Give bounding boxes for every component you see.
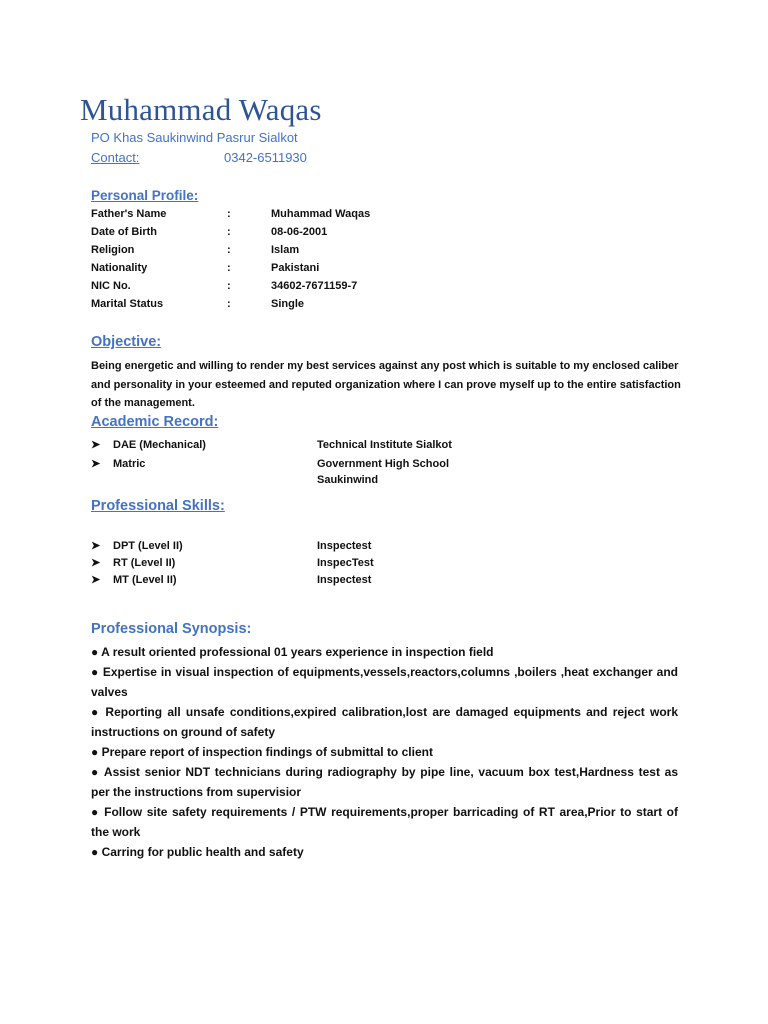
profile-row bbox=[91, 241, 471, 259]
list-item bbox=[91, 538, 477, 554]
profile-row bbox=[91, 205, 471, 223]
skill-name: MT (Level II) bbox=[113, 574, 177, 586]
arrow-bullet-icon: ➤ bbox=[91, 458, 101, 470]
profile-label: Nationality bbox=[91, 262, 148, 274]
profile-colon: : bbox=[227, 208, 231, 220]
list-item: ● Prepare report of inspection findings of submittal to client bbox=[91, 745, 433, 759]
profile-value: Islam bbox=[271, 244, 300, 256]
contact-phone: 0342-6511930 bbox=[224, 150, 307, 165]
profile-row bbox=[91, 295, 471, 313]
list-item: ● Follow site safety requirements / PTW requirements,proper barricading of RT area,Prior to start of the work bbox=[91, 805, 678, 839]
list-item bbox=[91, 572, 477, 588]
list-item: ● Expertise in visual inspection of equipments,vessels,reactors,columns ,boilers ,heat exchanger and valves bbox=[91, 665, 678, 699]
profile-value: Pakistani bbox=[271, 262, 320, 274]
profile-colon: : bbox=[227, 298, 231, 310]
arrow-bullet-icon: ➤ bbox=[91, 540, 101, 552]
skill-name: RT (Level II) bbox=[113, 557, 176, 569]
arrow-bullet-icon: ➤ bbox=[91, 439, 101, 451]
profile-label: Father's Name bbox=[91, 208, 167, 220]
professional-skills-heading: Professional Skills: bbox=[91, 498, 225, 514]
profile-label: Religion bbox=[91, 244, 135, 256]
objective-text: Being energetic and willing to render my best services against any post which is suitable to my enclosed caliber and personality in your esteemed and reputed organization where I can prove myself up to the entire satisfaction of the management. bbox=[91, 360, 681, 409]
profile-label: NIC No. bbox=[91, 280, 131, 292]
profile-colon: : bbox=[227, 262, 231, 274]
profile-value: Muhammad Waqas bbox=[271, 208, 371, 220]
contact-label: Contact: bbox=[91, 150, 140, 165]
objective-heading: Objective: bbox=[91, 334, 162, 350]
arrow-bullet-icon: ➤ bbox=[91, 574, 101, 586]
profile-label: Date of Birth bbox=[91, 226, 157, 238]
profile-colon: : bbox=[227, 244, 231, 256]
candidate-address: PO Khas Saukinwind Pasrur Sialkot bbox=[91, 130, 298, 145]
contact-row bbox=[91, 150, 307, 165]
academic-degree: DAE (Mechanical) bbox=[113, 439, 206, 451]
list-item bbox=[91, 437, 477, 453]
list-item: ● Carring for public health and safety bbox=[91, 845, 304, 859]
academic-institute: Technical Institute Sialkot bbox=[317, 439, 452, 451]
profile-row bbox=[91, 223, 471, 241]
personal-profile-heading: Personal Profile: bbox=[91, 188, 199, 203]
personal-profile-table bbox=[91, 205, 471, 313]
list-item: ● Reporting all unsafe conditions,expired calibration,lost are damaged equipments and reject work instructions on ground of safety bbox=[91, 705, 678, 739]
skill-provider: Inspectest bbox=[317, 540, 372, 552]
profile-value: Single bbox=[271, 298, 305, 310]
skill-name: DPT (Level II) bbox=[113, 540, 183, 552]
profile-value: 34602-7671159-7 bbox=[271, 280, 358, 292]
professional-synopsis-heading: Professional Synopsis: bbox=[91, 621, 252, 637]
skill-provider: InspecTest bbox=[317, 557, 374, 569]
professional-skills-list bbox=[91, 538, 477, 589]
professional-synopsis-list bbox=[91, 642, 678, 862]
profile-label: Marital Status bbox=[91, 298, 164, 310]
profile-colon: : bbox=[227, 226, 231, 238]
list-item bbox=[91, 555, 477, 571]
candidate-name: Muhammad Waqas bbox=[80, 92, 322, 127]
list-item: ● A result oriented professional 01 years experience in inspection field bbox=[91, 645, 494, 659]
profile-row bbox=[91, 277, 471, 295]
academic-record-heading: Academic Record: bbox=[91, 414, 219, 430]
profile-value: 08-06-2001 bbox=[271, 226, 328, 238]
academic-degree: Matric bbox=[113, 458, 146, 470]
academic-record-list bbox=[91, 437, 477, 491]
skill-provider: Inspectest bbox=[317, 574, 372, 586]
profile-row bbox=[91, 259, 471, 277]
arrow-bullet-icon: ➤ bbox=[91, 557, 101, 569]
academic-institute: Government High School Saukinwind bbox=[317, 458, 450, 486]
list-item bbox=[91, 456, 477, 488]
profile-colon: : bbox=[227, 280, 231, 292]
list-item: ● Assist senior NDT technicians during radiography by pipe line, vacuum box test,Hardness test as per the instructions from supervisior bbox=[91, 765, 678, 799]
